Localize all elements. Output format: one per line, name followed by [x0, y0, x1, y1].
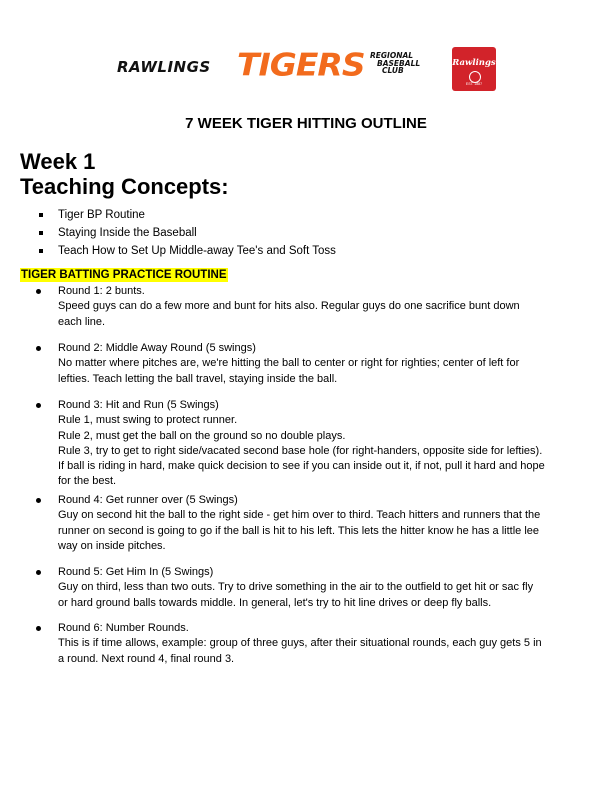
- round-line: Rule 2, must get the ball on the ground so no double plays.: [58, 429, 346, 442]
- rawlings-badge-logo: [452, 47, 496, 91]
- concept-text: Tiger BP Routine: [58, 209, 145, 221]
- round-item: [36, 341, 596, 387]
- round-line: or hard ground balls towards middle. In general, let's try to hit line drives or deep fly balls.: [58, 596, 492, 609]
- bullet-icon: [36, 346, 41, 351]
- round-line: Rule 1, must swing to protect runner.: [58, 414, 238, 427]
- concept-item: [36, 206, 336, 224]
- bullet-icon: [36, 289, 41, 294]
- club-label-line: REGIONAL: [370, 51, 414, 60]
- square-bullet-icon: [39, 249, 43, 253]
- tigers-logo: TIGERS: [237, 45, 365, 84]
- round-line: runner on second is going to go if the ball is hit to his left. This lets the hitter know he has a little lee: [58, 524, 540, 537]
- rawlings-wordmark: RAWLINGS: [117, 58, 211, 76]
- round-item: [36, 398, 596, 490]
- header-logos: [0, 0, 612, 100]
- section-heading: TIGER BATTING PRACTICE ROUTINE: [21, 269, 227, 281]
- concept-text: Teach How to Set Up Middle-away Tee's and Soft Toss: [58, 245, 336, 257]
- round-line: Round 4: Get runner over (5 Swings): [58, 494, 238, 506]
- square-bullet-icon: [39, 231, 43, 235]
- club-label-line: BASEBALL: [377, 58, 421, 68]
- bullet-icon: [36, 570, 41, 575]
- concept-item: [36, 242, 336, 260]
- round-line: Speed guys can do a few more and bunt for hits also. Regular guys do one sacrifice bunt down: [58, 300, 520, 313]
- round-line: This is if time allows, example: group of three guys, after their situational rounds, each guy gets 5 in: [58, 637, 542, 650]
- bullet-icon: [36, 626, 41, 631]
- round-line: If ball is riding in hard, make quick decision to see if you can inside out it, if not, pull it hard and hope: [58, 460, 545, 473]
- round-line: Guy on third, less than two outs. Try to drive something in the air to the outfield to get hit or sac fly: [58, 581, 534, 594]
- page-title: 7 WEEK TIGER HITTING OUTLINE: [185, 115, 427, 132]
- bullet-icon: [36, 498, 41, 503]
- rawlings-badge-script: Rawlings: [452, 58, 496, 68]
- concept-list: [36, 206, 336, 260]
- round-line: a round. Next round 4, final round 3.: [58, 652, 235, 665]
- week-heading: Week 1: [20, 149, 96, 174]
- club-label-line: CLUB: [382, 66, 404, 75]
- concept-item: [36, 224, 336, 242]
- round-line: for the best.: [58, 475, 117, 488]
- concepts-heading: Teaching Concepts:: [20, 174, 229, 199]
- round-item: [36, 493, 596, 554]
- bullet-icon: [36, 403, 41, 408]
- round-line: way on inside pitches.: [58, 539, 166, 552]
- club-label: [370, 52, 432, 75]
- round-line: Round 6: Number Rounds.: [58, 622, 189, 634]
- concept-text: Staying Inside the Baseball: [58, 227, 197, 239]
- round-line: Rule 3, try to get to right side/vacated second base hole (for right-handers, opposite side for lefties).: [58, 444, 543, 457]
- square-bullet-icon: [39, 213, 43, 217]
- round-line: No matter where pitches are, we're hitting the ball to center or right for righties; center of left for: [58, 357, 520, 370]
- round-item: [36, 284, 596, 330]
- rawlings-badge-est: EST. 1887: [465, 82, 483, 86]
- round-line: Round 2: Middle Away Round (5 swings): [58, 342, 256, 354]
- round-item: [36, 565, 596, 611]
- round-line: Round 3: Hit and Run (5 Swings): [58, 399, 219, 411]
- round-line: Guy on second hit the ball to the right side - get him over to third. Teach hitters and runners that the: [58, 509, 541, 522]
- round-line: Round 5: Get Him In (5 Swings): [58, 566, 214, 578]
- round-line: each line.: [58, 315, 106, 328]
- round-item: [36, 621, 596, 667]
- round-line: Round 1: 2 bunts.: [58, 285, 145, 297]
- round-line: lefties. Teach letting the ball travel, staying inside the ball.: [58, 372, 338, 385]
